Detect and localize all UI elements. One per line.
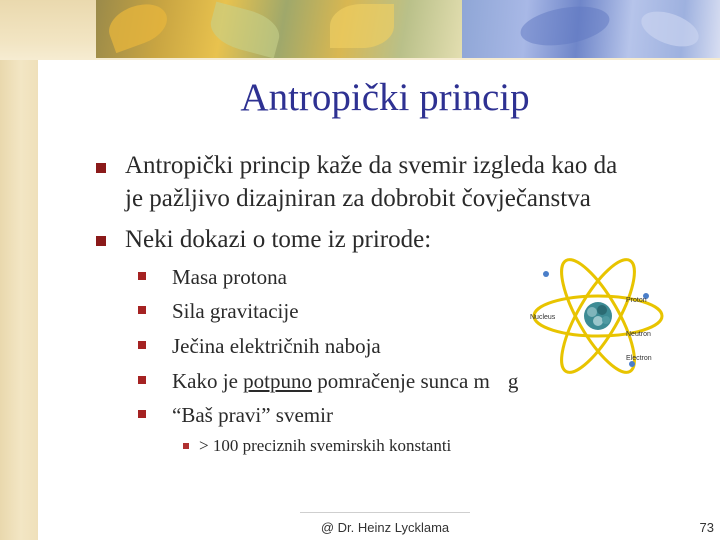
sub-bullet-text-part: Kako je xyxy=(172,369,238,393)
footer-author: @ Dr. Heinz Lycklama xyxy=(320,520,450,535)
sub-bullet-square-icon xyxy=(138,341,146,349)
sub-bullet-text: Ječina električnih naboja xyxy=(172,334,381,358)
sub-bullet-square-icon xyxy=(138,410,146,418)
sub-sub-bullet-square-icon xyxy=(183,443,189,449)
sub-bullet-text: Sila gravitacije xyxy=(172,299,299,323)
bullet-text-continued: je pažljivo dizajniran za dobrobit čovječanstva xyxy=(125,185,591,212)
atom-diagram-image xyxy=(528,244,666,390)
sub-sub-bullet-text: > 100 preciznih svemirskih konstanti xyxy=(199,436,452,455)
bullet-square-icon xyxy=(96,236,106,246)
atom-label-neutron: Neutron xyxy=(626,331,651,338)
bullet-text: Neki dokazi o tome iz prirode: xyxy=(125,226,432,253)
sub-bullet-square-icon xyxy=(138,272,146,280)
atom-label-proton: Proton xyxy=(626,297,647,304)
sub-bullet-square-icon xyxy=(138,306,146,314)
sub-bullet-text-part: g xyxy=(507,369,519,393)
footer-divider xyxy=(300,512,470,513)
sub-bullet-square-icon xyxy=(138,376,146,384)
sub-bullet-text: Masa protona xyxy=(172,265,287,289)
sub-bullet-text: “Baš pravi” svemir xyxy=(172,403,333,427)
bullet-text: Antropički princip kaže da svemir izgleda kao da xyxy=(125,152,618,179)
slide-title: Antropički princip xyxy=(240,76,530,119)
atom-icon xyxy=(528,244,666,390)
bullet-square-icon xyxy=(96,163,106,173)
atom-label-nucleus: Nucleus xyxy=(530,314,556,321)
underlined-word: potpuno xyxy=(243,369,312,393)
leaf-decoration xyxy=(330,4,394,48)
sub-bullet-text-part: pomračenje sunca m xyxy=(317,369,490,393)
sub-bullet-text xyxy=(172,367,518,395)
page-number: 73 xyxy=(699,520,714,535)
atom-label-electron: Electron xyxy=(626,355,652,362)
